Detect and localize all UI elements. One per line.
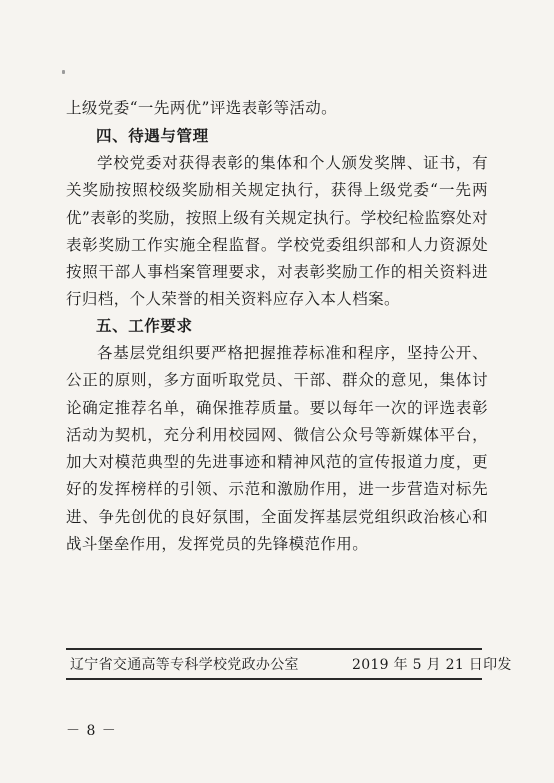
section-5-heading: 五、工作要求 [96, 317, 193, 335]
issuer-office: 辽宁省交通高等专科学校党政办公室 [70, 657, 299, 673]
section-5-paragraph: 各基层党组织要严格把握推荐标准和程序，坚持公开、公正的原则，多方面听取党员、干部、群众的意见，集体讨论确定推荐名单，确保推荐质量。要以每年一次的评选表彰活动为契机，充分利用校园网、微信公众号等新媒体平台，加大对模范典型的先进事迹和精神风范的宣传报道力度，更好的发挥榜样的引领、示范和激励作用，进一步营造对标先进、争先创优的良好氛围，全面发挥基层党组织政治核心和战斗堡垒作用，发挥党员的先锋模范作用。 [66, 344, 488, 554]
page-number: － 8 － [66, 723, 117, 739]
footer-bottom-rule [66, 678, 482, 680]
footer-top-rule [66, 648, 482, 650]
continuation-text: 上级党委“一先两优”评选表彰等活动。 [66, 99, 338, 117]
section-4-paragraph: 学校党委对获得表彰的集体和个人颁发奖牌、证书，有关奖励按照校级奖励相关规定执行，获得上级党委“一先两优”表彰的奖励，按照上级有关规定执行。学校纪检监察处对表彰奖励工作实施全程监督。学校党委组织部和人力资源处按照干部人事档案管理要求，对表彰奖励工作的相关资料进行归档，个人荣誉的相关资料应存入本人档案。 [66, 154, 488, 309]
scan-mark [62, 70, 65, 74]
issue-date: 2019 年 5 月 21 日印发 [352, 657, 512, 673]
section-4-heading: 四、待遇与管理 [96, 127, 209, 145]
